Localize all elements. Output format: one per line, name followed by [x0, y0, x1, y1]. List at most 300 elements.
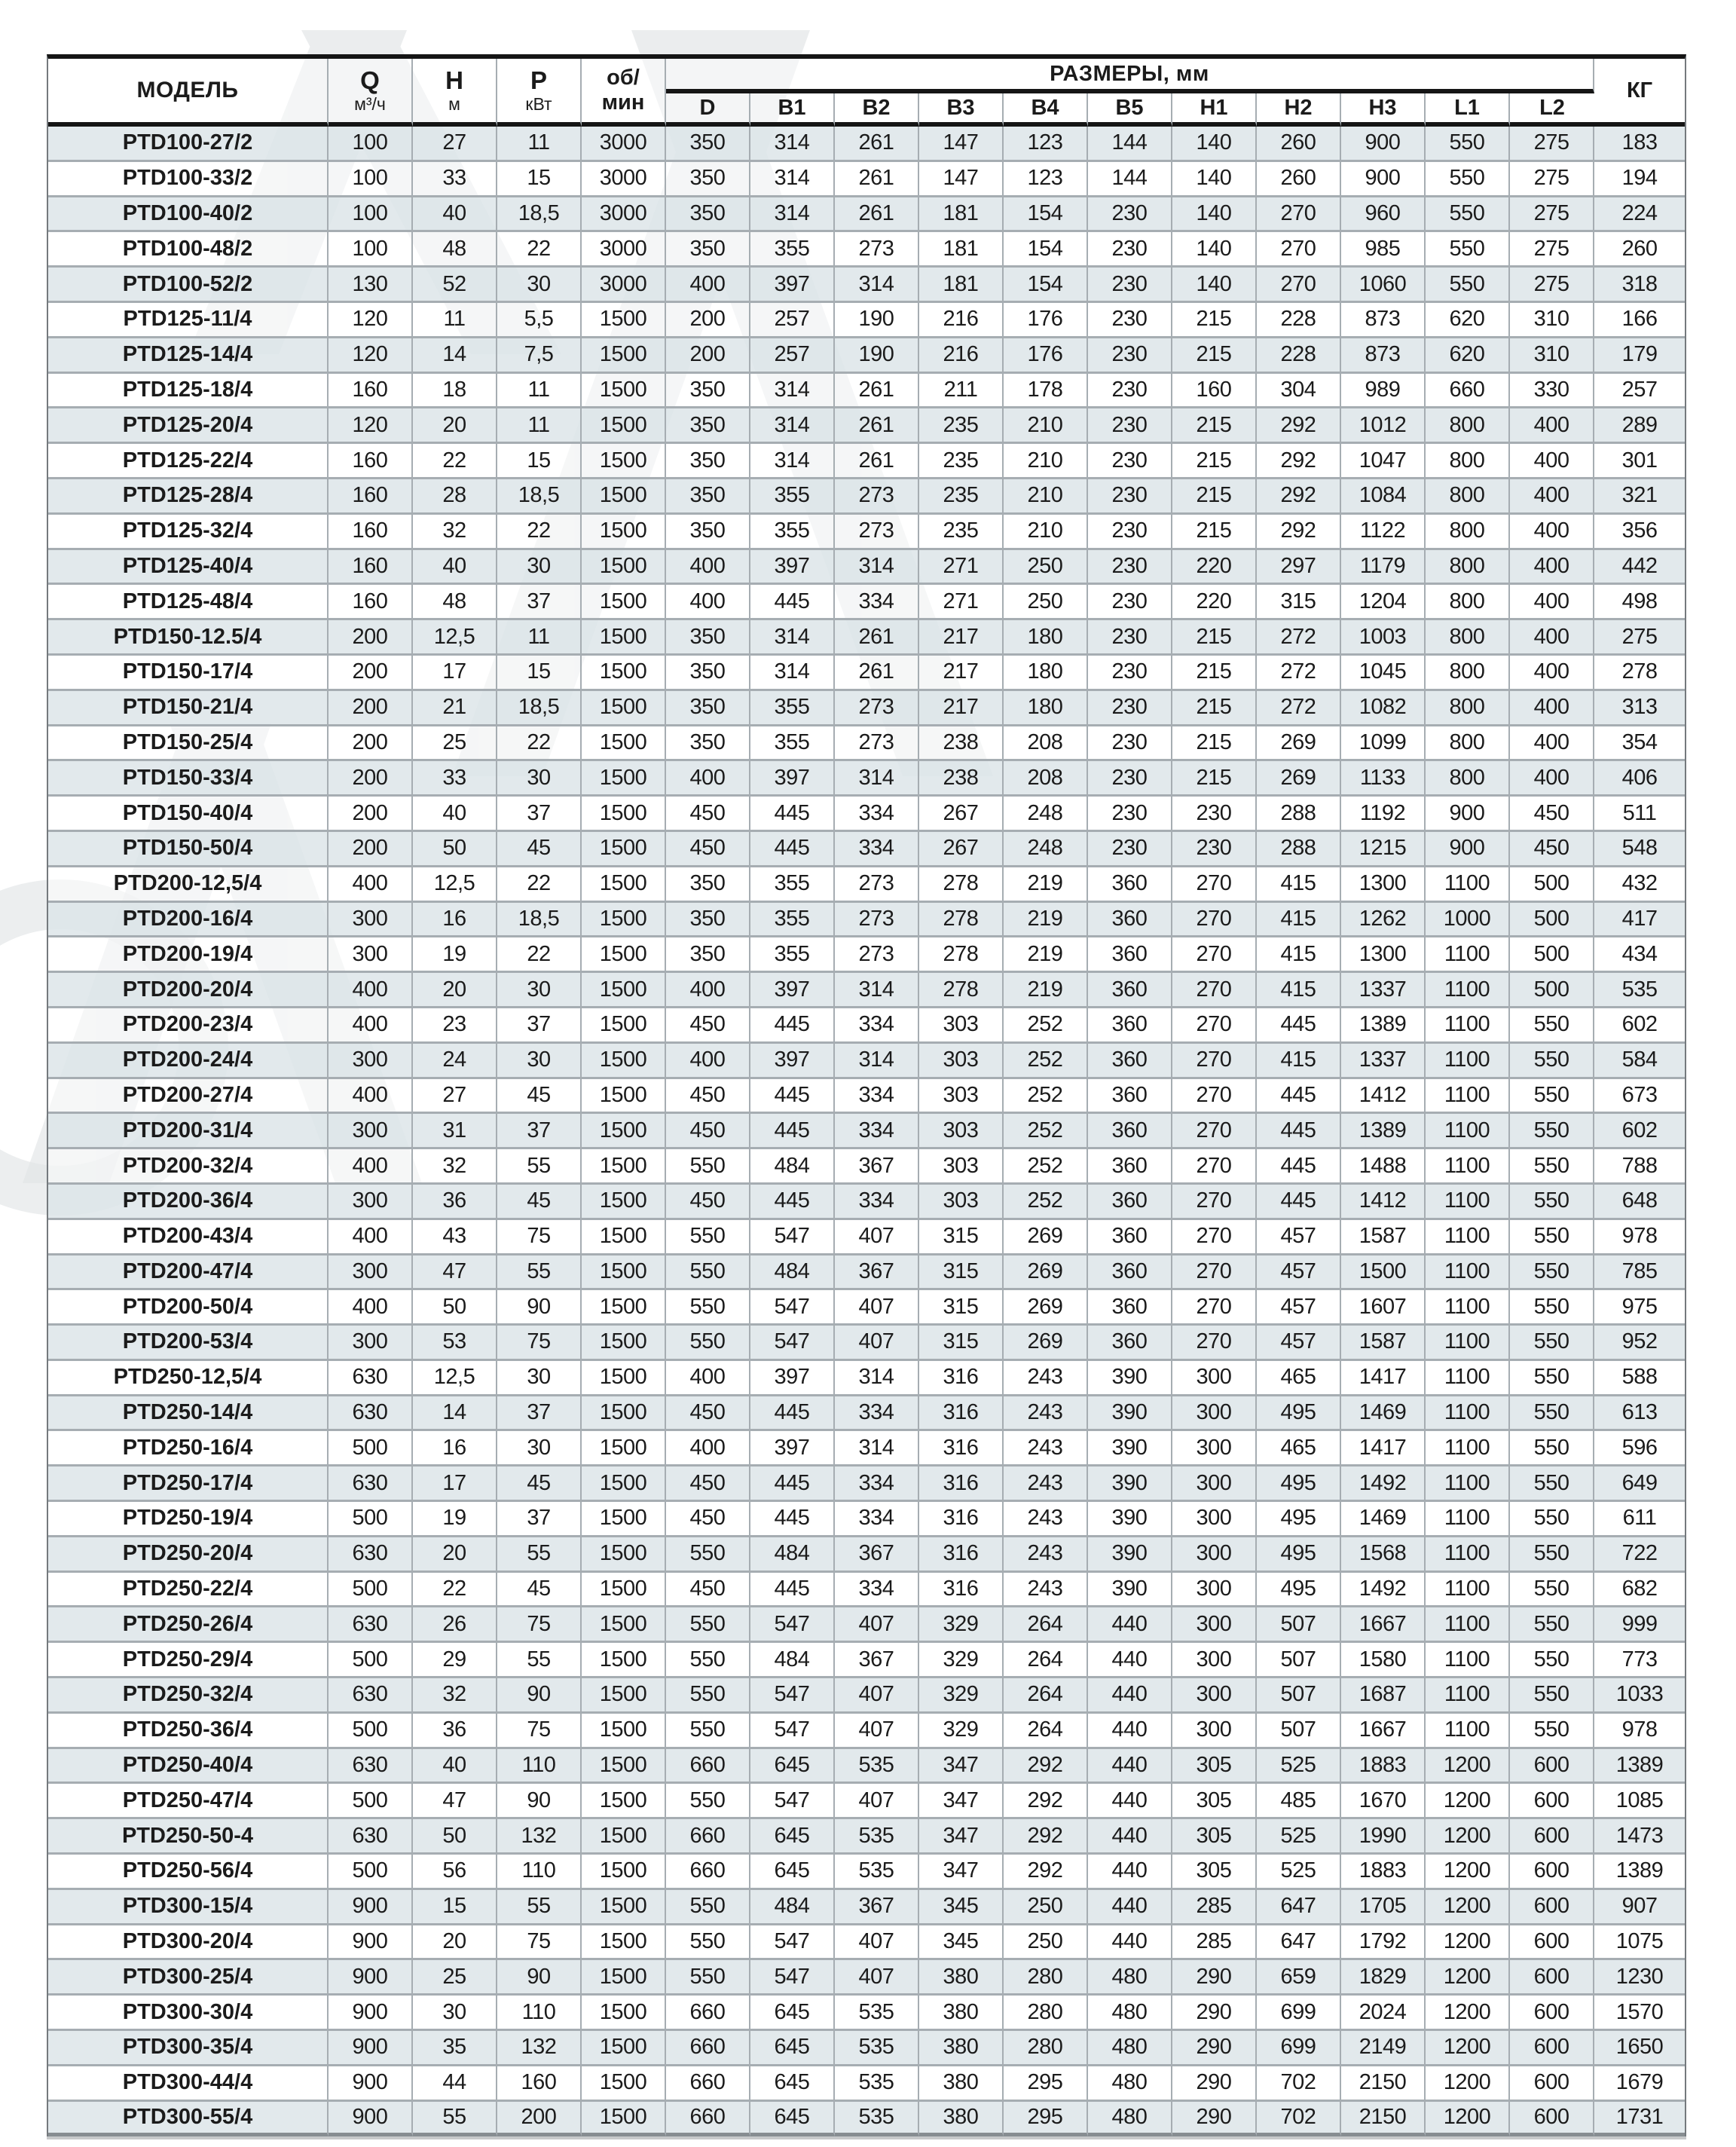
- value-cell: 303: [919, 1008, 1004, 1044]
- value-cell: 547: [750, 1960, 835, 1996]
- value-cell: 500: [1510, 867, 1594, 903]
- value-cell: 1829: [1341, 1960, 1426, 1996]
- value-cell: 252: [1004, 1185, 1088, 1220]
- model-cell: PTD300-15/4: [48, 1890, 329, 1925]
- value-cell: 28: [413, 479, 497, 515]
- value-cell: 90: [497, 1290, 582, 1326]
- value-cell: 200: [666, 338, 750, 374]
- value-cell: 271: [919, 585, 1004, 620]
- value-cell: 90: [497, 1678, 582, 1714]
- value-cell: 275: [1594, 620, 1685, 656]
- value-cell: 1075: [1594, 1925, 1685, 1961]
- header-dim-col: D: [666, 93, 750, 127]
- value-cell: 15: [413, 1890, 497, 1925]
- header-dimensions: РАЗМЕРЫ, мм: [666, 59, 1594, 93]
- value-cell: 1084: [1341, 479, 1426, 515]
- value-cell: 440: [1088, 1855, 1172, 1890]
- model-cell: PTD125-14/4: [48, 338, 329, 374]
- value-cell: 1262: [1341, 903, 1426, 938]
- value-cell: 440: [1088, 1925, 1172, 1961]
- value-cell: 1500: [582, 1537, 666, 1573]
- table-row: [48, 1467, 1685, 1502]
- header-dim-col: B5: [1088, 93, 1172, 127]
- model-cell: PTD250-50-4: [48, 1819, 329, 1855]
- value-cell: 978: [1594, 1714, 1685, 1749]
- value-cell: 400: [329, 1149, 413, 1185]
- value-cell: 301: [1594, 444, 1685, 479]
- value-cell: 270: [1172, 1149, 1257, 1185]
- value-cell: 550: [666, 1220, 750, 1255]
- value-cell: 261: [835, 408, 919, 444]
- value-cell: 800: [1426, 726, 1510, 762]
- value-cell: 407: [835, 1678, 919, 1714]
- value-cell: 507: [1257, 1643, 1341, 1678]
- value-cell: 215: [1172, 444, 1257, 479]
- value-cell: 22: [497, 937, 582, 973]
- value-cell: 18: [413, 374, 497, 409]
- value-cell: 230: [1088, 726, 1172, 762]
- value-cell: 219: [1004, 903, 1088, 938]
- value-cell: 270: [1172, 1008, 1257, 1044]
- value-cell: 304: [1257, 374, 1341, 409]
- value-cell: 110: [497, 1996, 582, 2031]
- value-cell: 1389: [1594, 1749, 1685, 1785]
- value-cell: 20: [413, 1925, 497, 1961]
- value-cell: 270: [1172, 1220, 1257, 1255]
- value-cell: 275: [1510, 232, 1594, 268]
- value-cell: 440: [1088, 1890, 1172, 1925]
- table-header: [48, 59, 1685, 127]
- value-cell: 270: [1257, 197, 1341, 233]
- value-cell: 269: [1004, 1326, 1088, 1361]
- header-q-unit: м³/ч: [354, 94, 386, 114]
- value-cell: 550: [666, 1607, 750, 1643]
- value-cell: 1100: [1426, 1361, 1510, 1396]
- value-cell: 1100: [1426, 1114, 1510, 1149]
- value-cell: 180: [1004, 620, 1088, 656]
- value-cell: 1500: [582, 1149, 666, 1185]
- value-cell: 270: [1172, 1114, 1257, 1149]
- value-cell: 316: [919, 1537, 1004, 1573]
- value-cell: 484: [750, 1255, 835, 1291]
- value-cell: 14: [413, 1396, 497, 1432]
- value-cell: 32: [413, 515, 497, 550]
- value-cell: 1500: [582, 479, 666, 515]
- value-cell: 952: [1594, 1326, 1685, 1361]
- value-cell: 445: [750, 1573, 835, 1608]
- value-cell: 500: [329, 1714, 413, 1749]
- value-cell: 200: [329, 797, 413, 832]
- value-cell: 397: [750, 550, 835, 586]
- value-cell: 400: [329, 973, 413, 1008]
- value-cell: 3000: [582, 268, 666, 303]
- value-cell: 12,5: [413, 867, 497, 903]
- model-cell: PTD300-20/4: [48, 1925, 329, 1961]
- value-cell: 682: [1594, 1573, 1685, 1608]
- value-cell: 484: [750, 1890, 835, 1925]
- value-cell: 2024: [1341, 1996, 1426, 2031]
- value-cell: 773: [1594, 1643, 1685, 1678]
- value-cell: 181: [919, 197, 1004, 233]
- value-cell: 200: [329, 656, 413, 691]
- value-cell: 535: [835, 2066, 919, 2102]
- value-cell: 300: [329, 1044, 413, 1079]
- table-row: [48, 232, 1685, 268]
- value-cell: 314: [750, 656, 835, 691]
- value-cell: 329: [919, 1714, 1004, 1749]
- table-row: [48, 268, 1685, 303]
- header-h: [413, 59, 497, 127]
- value-cell: 37: [497, 797, 582, 832]
- value-cell: 280: [1004, 2031, 1088, 2066]
- value-cell: 1570: [1594, 1996, 1685, 2031]
- value-cell: 1587: [1341, 1326, 1426, 1361]
- model-cell: PTD200-32/4: [48, 1149, 329, 1185]
- value-cell: 380: [919, 2102, 1004, 2137]
- header-dim-col: B3: [919, 93, 1004, 127]
- value-cell: 1500: [582, 1925, 666, 1961]
- value-cell: 130: [329, 268, 413, 303]
- value-cell: 345: [919, 1890, 1004, 1925]
- table-row: [48, 162, 1685, 197]
- value-cell: 873: [1341, 303, 1426, 338]
- value-cell: 33: [413, 761, 497, 797]
- table-row: [48, 1784, 1685, 1819]
- value-cell: 1100: [1426, 1431, 1510, 1467]
- model-cell: PTD250-36/4: [48, 1714, 329, 1749]
- value-cell: 450: [666, 832, 750, 867]
- model-cell: PTD150-21/4: [48, 691, 329, 726]
- table-row: [48, 1008, 1685, 1044]
- value-cell: 1500: [582, 1960, 666, 1996]
- value-cell: 300: [1172, 1643, 1257, 1678]
- value-cell: 1100: [1426, 937, 1510, 973]
- value-cell: 252: [1004, 1149, 1088, 1185]
- value-cell: 500: [1510, 903, 1594, 938]
- value-cell: 243: [1004, 1467, 1088, 1502]
- model-cell: PTD125-18/4: [48, 374, 329, 409]
- model-cell: PTD100-48/2: [48, 232, 329, 268]
- value-cell: 415: [1257, 973, 1341, 1008]
- header-dim-col: L1: [1426, 93, 1510, 127]
- value-cell: 400: [1510, 479, 1594, 515]
- value-cell: 550: [1510, 1361, 1594, 1396]
- value-cell: 230: [1088, 832, 1172, 867]
- value-cell: 445: [750, 1008, 835, 1044]
- value-cell: 20: [413, 1537, 497, 1573]
- value-cell: 178: [1004, 374, 1088, 409]
- value-cell: 360: [1088, 1044, 1172, 1079]
- value-cell: 50: [413, 1290, 497, 1326]
- value-cell: 535: [1594, 973, 1685, 1008]
- table-row: [48, 1643, 1685, 1678]
- value-cell: 360: [1088, 973, 1172, 1008]
- value-cell: 550: [666, 1960, 750, 1996]
- model-cell: PTD200-23/4: [48, 1008, 329, 1044]
- value-cell: 243: [1004, 1537, 1088, 1573]
- value-cell: 183: [1594, 127, 1685, 162]
- value-cell: 230: [1088, 797, 1172, 832]
- value-cell: 630: [329, 1537, 413, 1573]
- value-cell: 3000: [582, 127, 666, 162]
- value-cell: 800: [1426, 761, 1510, 797]
- value-cell: 179: [1594, 338, 1685, 374]
- value-cell: 480: [1088, 1960, 1172, 1996]
- value-cell: 445: [750, 1396, 835, 1432]
- value-cell: 230: [1088, 374, 1172, 409]
- value-cell: 252: [1004, 1044, 1088, 1079]
- value-cell: 1500: [582, 1185, 666, 1220]
- value-cell: 270: [1172, 973, 1257, 1008]
- value-cell: 407: [835, 1326, 919, 1361]
- value-cell: 278: [919, 937, 1004, 973]
- value-cell: 1500: [582, 408, 666, 444]
- value-cell: 316: [919, 1467, 1004, 1502]
- value-cell: 334: [835, 1114, 919, 1149]
- value-cell: 210: [1004, 515, 1088, 550]
- value-cell: 47: [413, 1784, 497, 1819]
- value-cell: 1389: [1341, 1114, 1426, 1149]
- value-cell: 230: [1088, 268, 1172, 303]
- value-cell: 584: [1594, 1044, 1685, 1079]
- value-cell: 600: [1510, 2031, 1594, 2066]
- value-cell: 360: [1088, 1008, 1172, 1044]
- value-cell: 278: [1594, 656, 1685, 691]
- value-cell: 314: [835, 1044, 919, 1079]
- model-cell: PTD125-48/4: [48, 585, 329, 620]
- value-cell: 400: [1510, 444, 1594, 479]
- value-cell: 440: [1088, 1819, 1172, 1855]
- value-cell: 550: [1510, 1396, 1594, 1432]
- value-cell: 14: [413, 338, 497, 374]
- value-cell: 1100: [1426, 1537, 1510, 1573]
- value-cell: 500: [329, 1431, 413, 1467]
- value-cell: 1500: [582, 1996, 666, 2031]
- value-cell: 290: [1172, 2031, 1257, 2066]
- value-cell: 367: [835, 1890, 919, 1925]
- value-cell: 1500: [582, 656, 666, 691]
- value-cell: 261: [835, 656, 919, 691]
- model-cell: PTD250-12,5/4: [48, 1361, 329, 1396]
- value-cell: 900: [329, 1960, 413, 1996]
- table-row: [48, 2102, 1685, 2137]
- value-cell: 1500: [582, 973, 666, 1008]
- value-cell: 800: [1426, 444, 1510, 479]
- value-cell: 250: [1004, 550, 1088, 586]
- value-cell: 50: [413, 1819, 497, 1855]
- value-cell: 269: [1257, 726, 1341, 762]
- value-cell: 450: [666, 797, 750, 832]
- value-cell: 180: [1004, 691, 1088, 726]
- value-cell: 261: [835, 197, 919, 233]
- value-cell: 314: [750, 408, 835, 444]
- value-cell: 702: [1257, 2066, 1341, 2102]
- value-cell: 1100: [1426, 1502, 1510, 1537]
- value-cell: 314: [750, 444, 835, 479]
- value-cell: 450: [1510, 797, 1594, 832]
- value-cell: 252: [1004, 1008, 1088, 1044]
- value-cell: 250: [1004, 1890, 1088, 1925]
- value-cell: 1179: [1341, 550, 1426, 586]
- value-cell: 397: [750, 1361, 835, 1396]
- value-cell: 55: [497, 1255, 582, 1291]
- value-cell: 303: [919, 1044, 1004, 1079]
- value-cell: 292: [1257, 515, 1341, 550]
- value-cell: 547: [750, 1925, 835, 1961]
- value-cell: 800: [1426, 408, 1510, 444]
- model-cell: PTD200-12,5/4: [48, 867, 329, 903]
- value-cell: 450: [666, 1079, 750, 1115]
- value-cell: 285: [1172, 1925, 1257, 1961]
- value-cell: 1100: [1426, 1220, 1510, 1255]
- value-cell: 645: [750, 2031, 835, 2066]
- value-cell: 33: [413, 162, 497, 197]
- value-cell: 550: [1510, 1008, 1594, 1044]
- value-cell: 12,5: [413, 620, 497, 656]
- model-cell: PTD125-11/4: [48, 303, 329, 338]
- value-cell: 550: [1426, 162, 1510, 197]
- value-cell: 30: [497, 1044, 582, 1079]
- header-dim-col: L2: [1510, 93, 1594, 127]
- value-cell: 230: [1088, 761, 1172, 797]
- value-cell: 27: [413, 127, 497, 162]
- value-cell: 56: [413, 1855, 497, 1890]
- value-cell: 500: [329, 1784, 413, 1819]
- value-cell: 273: [835, 937, 919, 973]
- value-cell: 300: [1172, 1573, 1257, 1608]
- value-cell: 495: [1257, 1396, 1341, 1432]
- value-cell: 154: [1004, 268, 1088, 303]
- table-row: [48, 1431, 1685, 1467]
- value-cell: 407: [835, 1960, 919, 1996]
- value-cell: 400: [1510, 726, 1594, 762]
- value-cell: 140: [1172, 197, 1257, 233]
- value-cell: 1500: [582, 1044, 666, 1079]
- value-cell: 975: [1594, 1290, 1685, 1326]
- value-cell: 1883: [1341, 1749, 1426, 1785]
- value-cell: 500: [329, 1573, 413, 1608]
- value-cell: 660: [1426, 374, 1510, 409]
- value-cell: 315: [919, 1255, 1004, 1291]
- table-row: [48, 1607, 1685, 1643]
- value-cell: 19: [413, 1502, 497, 1537]
- value-cell: 400: [1510, 620, 1594, 656]
- value-cell: 15: [497, 162, 582, 197]
- value-cell: 210: [1004, 479, 1088, 515]
- value-cell: 550: [1510, 1431, 1594, 1467]
- value-cell: 350: [666, 867, 750, 903]
- value-cell: 445: [750, 1467, 835, 1502]
- value-cell: 334: [835, 1502, 919, 1537]
- value-cell: 243: [1004, 1431, 1088, 1467]
- value-cell: 261: [835, 127, 919, 162]
- value-cell: 600: [1510, 1996, 1594, 2031]
- value-cell: 292: [1257, 479, 1341, 515]
- value-cell: 273: [835, 691, 919, 726]
- table-row: [48, 1079, 1685, 1115]
- value-cell: 55: [497, 1537, 582, 1573]
- value-cell: 48: [413, 585, 497, 620]
- header-dim-col: B4: [1004, 93, 1088, 127]
- value-cell: 1003: [1341, 620, 1426, 656]
- value-cell: 300: [329, 1114, 413, 1149]
- value-cell: 292: [1257, 444, 1341, 479]
- value-cell: 350: [666, 515, 750, 550]
- value-cell: 334: [835, 585, 919, 620]
- value-cell: 3000: [582, 162, 666, 197]
- value-cell: 1085: [1594, 1784, 1685, 1819]
- value-cell: 507: [1257, 1678, 1341, 1714]
- table-row: [48, 303, 1685, 338]
- value-cell: 800: [1426, 550, 1510, 586]
- value-cell: 25: [413, 726, 497, 762]
- value-cell: 645: [750, 1819, 835, 1855]
- value-cell: 1100: [1426, 1643, 1510, 1678]
- value-cell: 314: [835, 1361, 919, 1396]
- value-cell: 1389: [1341, 1008, 1426, 1044]
- value-cell: 90: [497, 1960, 582, 1996]
- value-cell: 1568: [1341, 1537, 1426, 1573]
- value-cell: 415: [1257, 867, 1341, 903]
- value-cell: 400: [666, 268, 750, 303]
- value-cell: 380: [919, 1996, 1004, 2031]
- value-cell: 397: [750, 268, 835, 303]
- value-cell: 1100: [1426, 1714, 1510, 1749]
- value-cell: 30: [497, 973, 582, 1008]
- value-cell: 314: [750, 162, 835, 197]
- header-q: [329, 59, 413, 127]
- value-cell: 190: [835, 303, 919, 338]
- value-cell: 1200: [1426, 1819, 1510, 1855]
- value-cell: 350: [666, 903, 750, 938]
- value-cell: 47: [413, 1255, 497, 1291]
- value-cell: 219: [1004, 973, 1088, 1008]
- model-cell: PTD200-43/4: [48, 1220, 329, 1255]
- value-cell: 200: [329, 726, 413, 762]
- value-cell: 440: [1088, 1643, 1172, 1678]
- model-cell: PTD200-47/4: [48, 1255, 329, 1291]
- value-cell: 1500: [582, 1290, 666, 1326]
- value-cell: 525: [1257, 1749, 1341, 1785]
- value-cell: 415: [1257, 903, 1341, 938]
- model-cell: PTD100-40/2: [48, 197, 329, 233]
- value-cell: 160: [329, 374, 413, 409]
- value-cell: 360: [1088, 1255, 1172, 1291]
- value-cell: 445: [750, 1079, 835, 1115]
- value-cell: 1100: [1426, 1008, 1510, 1044]
- value-cell: 269: [1004, 1290, 1088, 1326]
- value-cell: 1500: [582, 691, 666, 726]
- header-p-unit: кВт: [525, 94, 552, 114]
- value-cell: 400: [1510, 515, 1594, 550]
- value-cell: 275: [1510, 268, 1594, 303]
- value-cell: 31: [413, 1114, 497, 1149]
- value-cell: 211: [919, 374, 1004, 409]
- value-cell: 230: [1088, 479, 1172, 515]
- value-cell: 243: [1004, 1573, 1088, 1608]
- value-cell: 30: [497, 550, 582, 586]
- value-cell: 300: [1172, 1678, 1257, 1714]
- value-cell: 1650: [1594, 2031, 1685, 2066]
- table-row: [48, 761, 1685, 797]
- value-cell: 507: [1257, 1607, 1341, 1643]
- value-cell: 100: [329, 127, 413, 162]
- value-cell: 334: [835, 1467, 919, 1502]
- value-cell: 550: [1426, 268, 1510, 303]
- value-cell: 355: [750, 479, 835, 515]
- value-cell: 5,5: [497, 303, 582, 338]
- table-row: [48, 585, 1685, 620]
